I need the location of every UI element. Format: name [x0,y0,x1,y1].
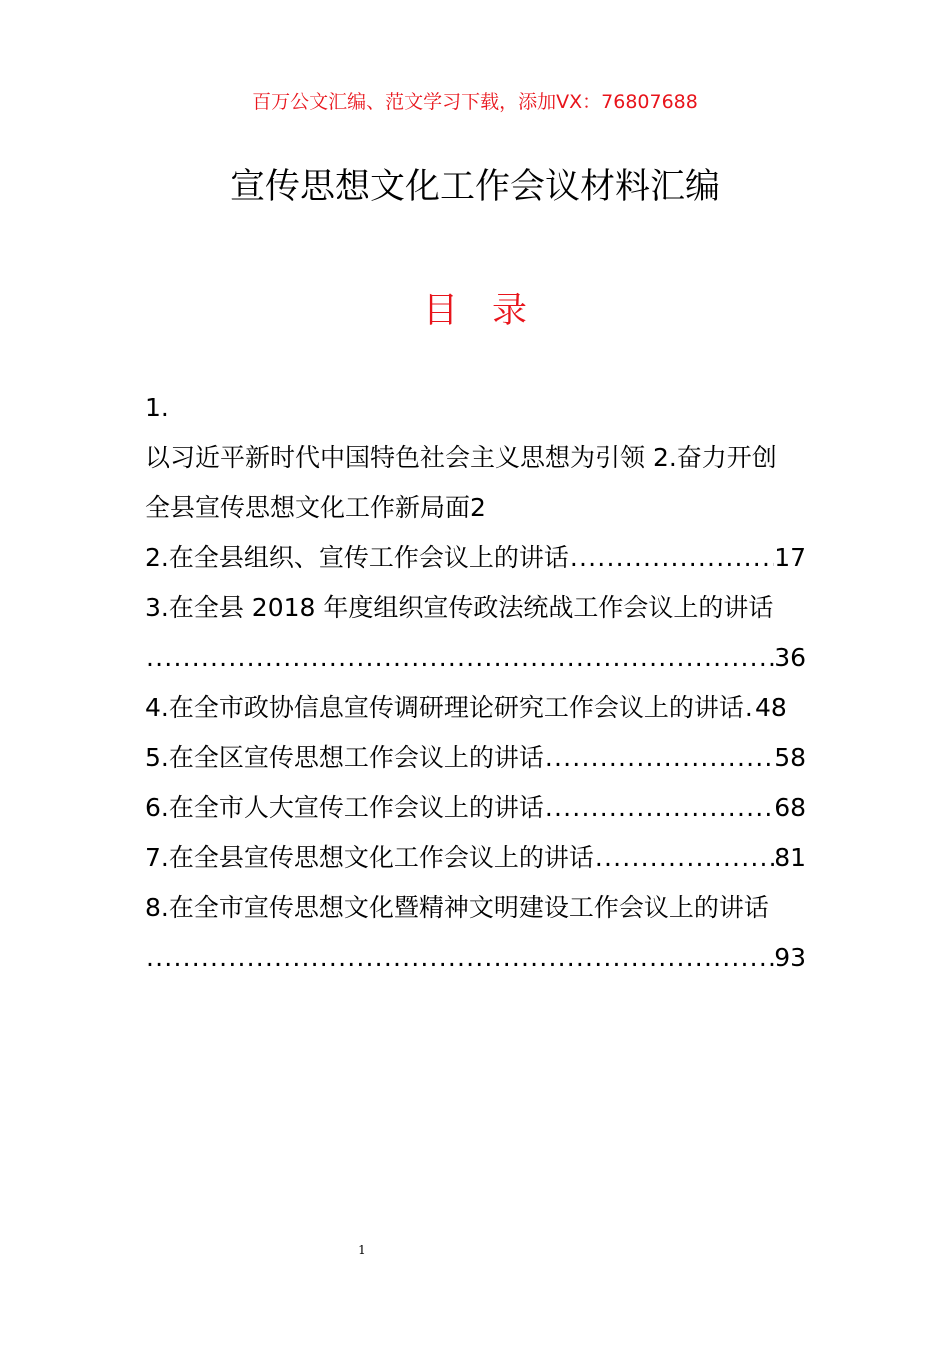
dot-leader [145,633,774,683]
toc-entry-page: 17 [774,543,806,572]
page-number: 1 [358,1243,366,1257]
toc-heading [0,286,950,336]
dot-leader [544,733,774,783]
dot-leader [145,933,774,983]
toc-heading-char-2: 录 [492,291,528,331]
toc-entry-8-leader-line[interactable] [145,933,806,983]
dot-leader [744,683,755,733]
toc-entry-page: 81 [774,843,806,872]
dot-leader [594,833,774,883]
toc-entry-text: 2.在全县组织、宣传工作会议上的讲话 [145,543,569,572]
dot-leader [569,533,774,583]
toc-entry-page: 48 [755,693,787,722]
table-of-contents [145,383,806,983]
toc-entry-6[interactable] [145,783,806,833]
toc-entry-1-line-2[interactable] [145,433,806,483]
toc-entry-5[interactable] [145,733,806,783]
toc-entry-page: 58 [774,743,806,772]
toc-entry-4[interactable] [145,683,806,733]
toc-entry-3-leader-line[interactable] [145,633,806,683]
toc-entry-text: 以习近平新时代中国特色社会主义思想为引领 2.奋力开创 [145,443,777,472]
toc-entry-text: 全县宣传思想文化工作新局面2 [145,493,486,522]
toc-entry-1-line-3[interactable] [145,483,806,533]
document-title: 宣传思想文化工作会议材料汇编 [229,167,720,207]
toc-entry-text: 8.在全市宣传思想文化暨精神文明建设工作会议上的讲话 [145,893,769,922]
toc-entry-text: 3.在全县 2018 年度组织宣传政法统战工作会议上的讲话 [145,593,774,622]
toc-entry-3[interactable] [145,583,806,633]
toc-entry-page: 68 [774,793,806,822]
toc-entry-text: 4.在全市政协信息宣传调研理论研究工作会议上的讲话 [145,693,744,722]
toc-entry-text: 6.在全市人大宣传工作会议上的讲话 [145,793,544,822]
toc-entry-text: 1. [145,393,169,422]
dot-leader [544,783,774,833]
toc-heading-char-1: 目 [422,291,458,331]
toc-entry-7[interactable] [145,833,806,883]
toc-entry-1-line-1[interactable] [145,383,806,433]
toc-entry-text: 7.在全县宣传思想文化工作会议上的讲话 [145,843,594,872]
toc-entry-text: 5.在全区宣传思想工作会议上的讲话 [145,743,544,772]
toc-entry-2[interactable] [145,533,806,583]
toc-entry-8[interactable] [145,883,806,933]
toc-entry-page: 93 [774,943,806,972]
header-promo-note: 百万公文汇编、范文学习下载，添加VX：76807688 [252,91,698,113]
toc-entry-page: 36 [774,643,806,672]
